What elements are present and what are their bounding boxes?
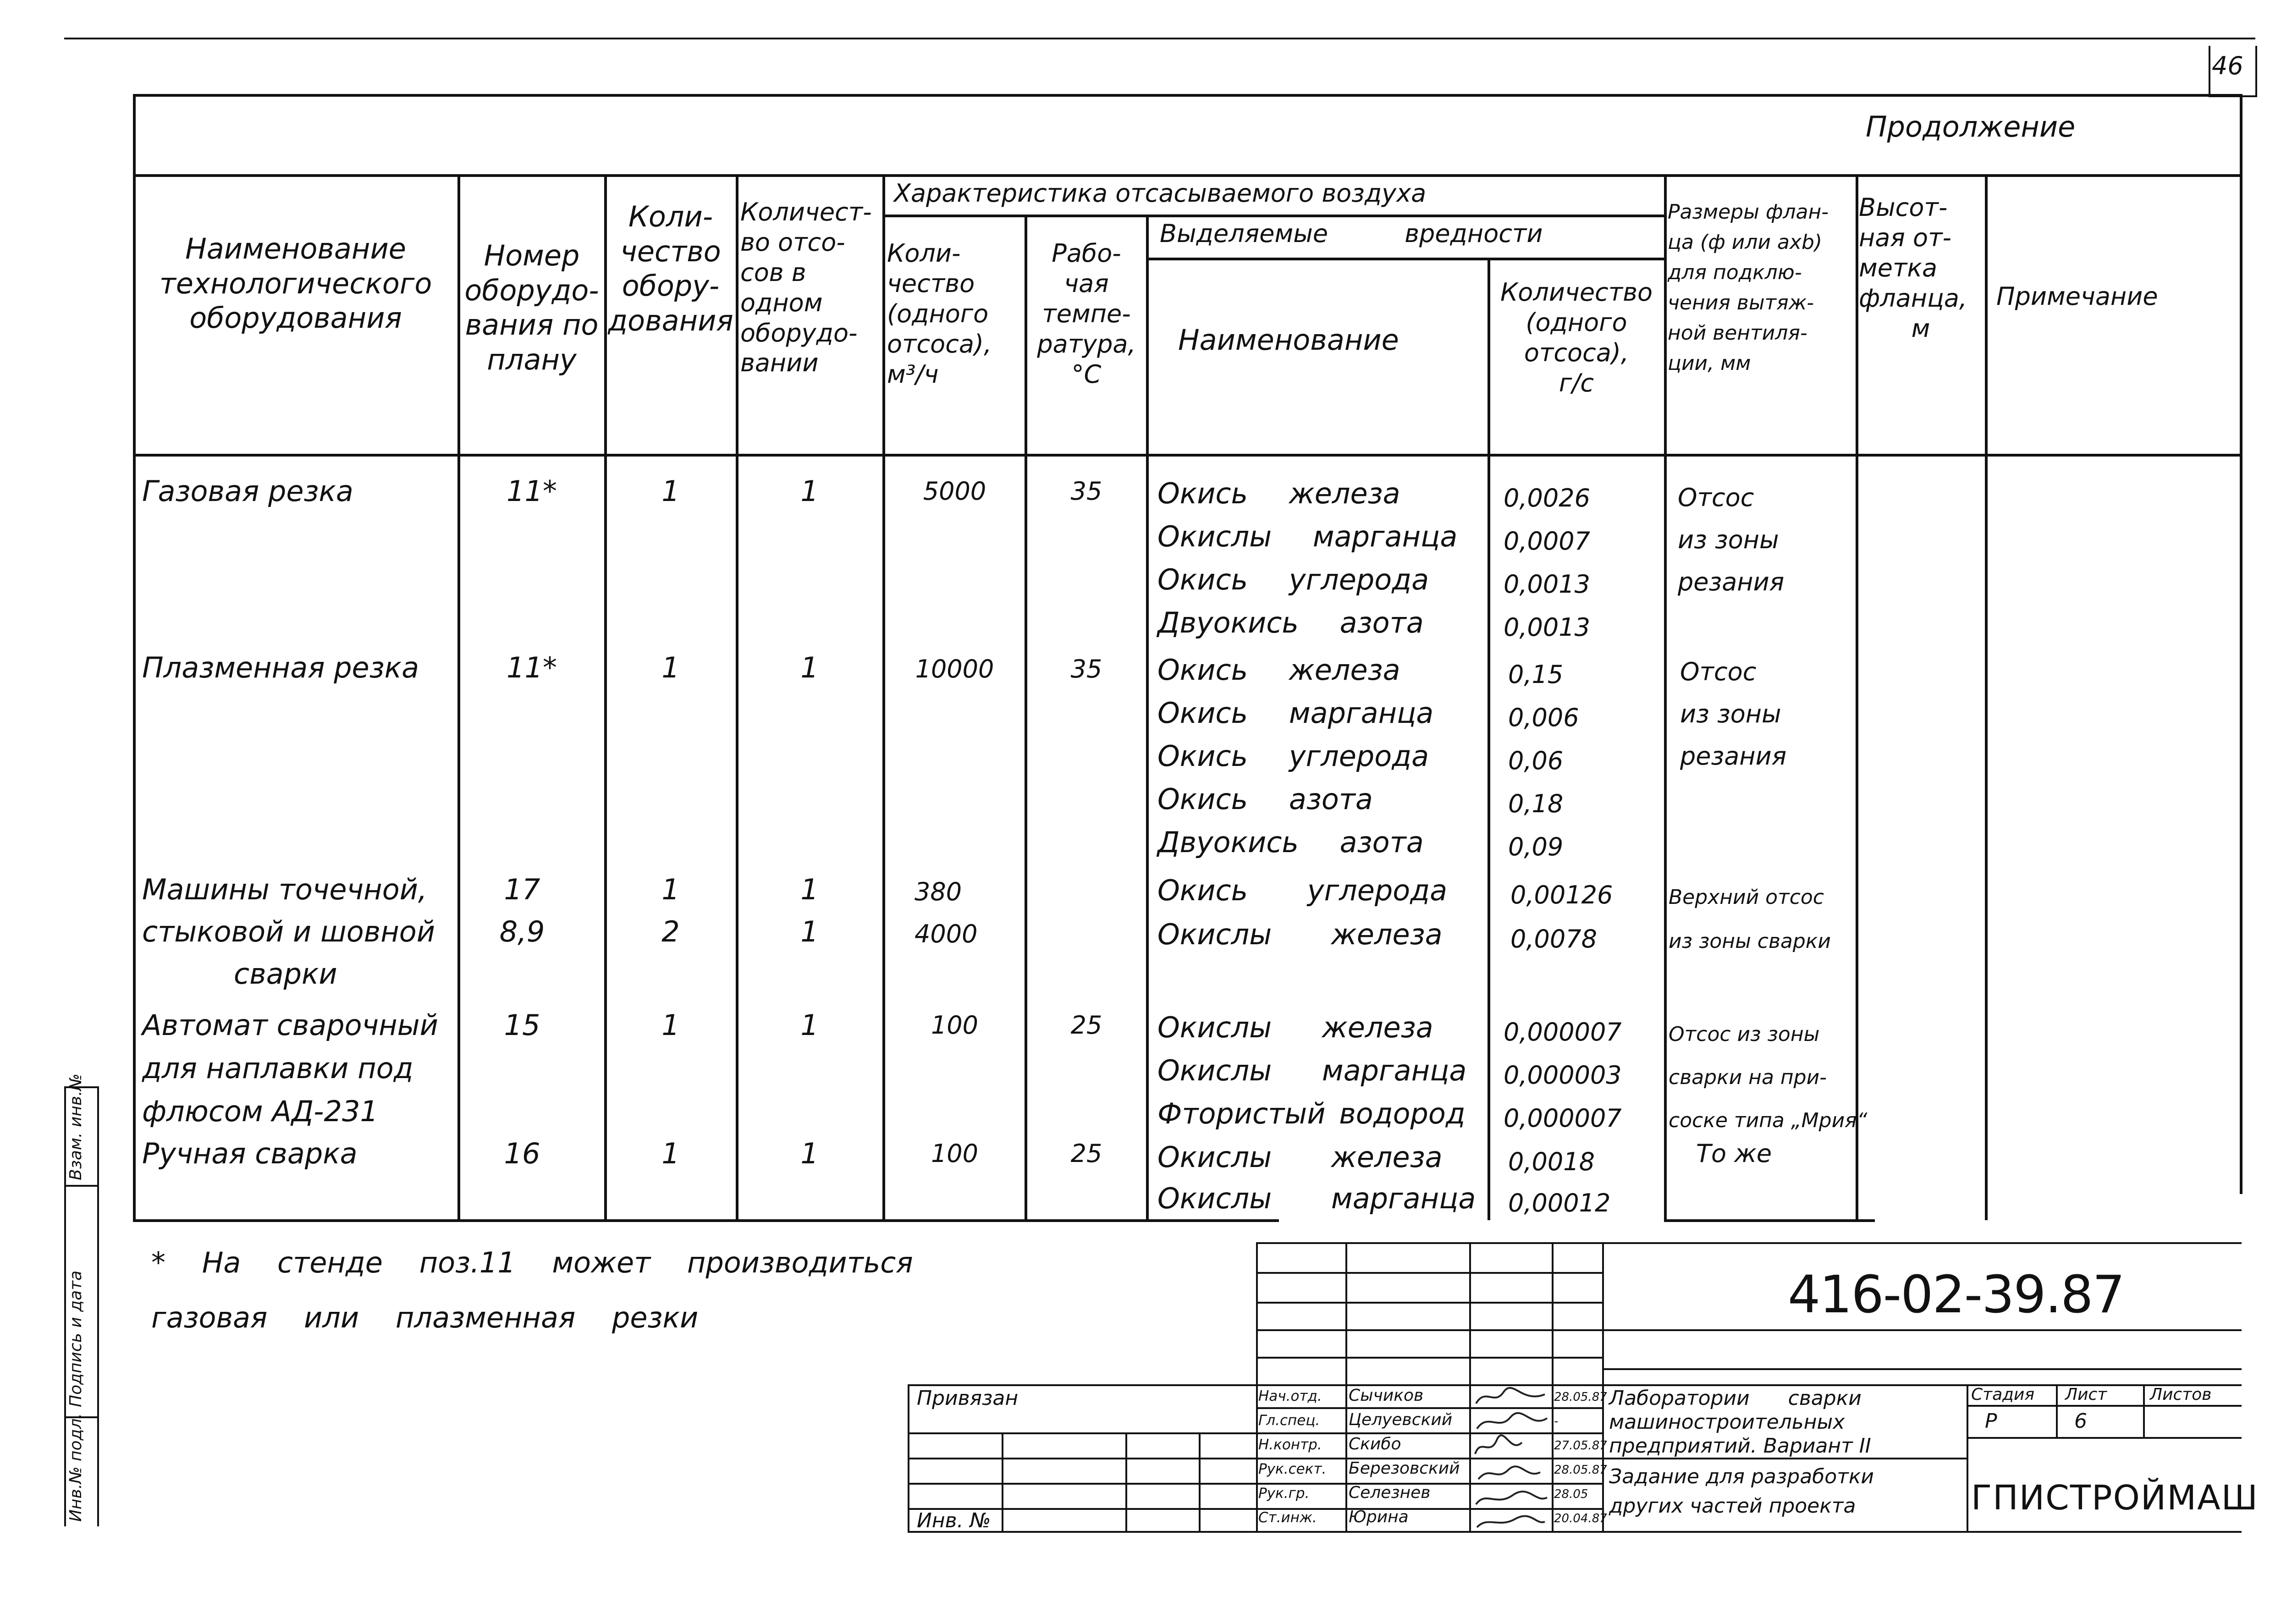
row5-volume: 100 [931,1139,979,1168]
row4-temp: 25 [1070,1011,1102,1040]
row3-qty: 1 2 [661,873,680,948]
row4-name: Автомат сварочный для наплавки под флюсом АД-231 [142,1008,438,1128]
signature-scribbles [1471,1385,1552,1531]
row3-amounts: 0,00126 0,0078 [1510,881,1613,953]
row2-flange: Отсос из зоны резания [1680,657,1787,771]
row2-name: Плазменная резка [142,651,419,684]
row5-qty: 1 [661,1137,680,1170]
row4-volume: 100 [931,1011,979,1040]
row1-flange: Отсос из зоны резания [1678,483,1785,596]
header-air-group: Характеристика отсасываемого воздуха [894,179,1427,208]
header-hazards-group: Выделяемые вредности [1160,219,1543,248]
row3-hazards: Окись углерода Окислы железа [1157,874,1448,951]
row4-flange: Отсос из зоны сварки на при- соске типа „Мрия“ [1669,1023,1868,1132]
header-number: Номер оборудо- вания по плану [464,239,599,376]
signature-names: Сычиков Целуевский Скибо Березовский Селезнев Юрина [1349,1386,1460,1526]
sheet-title: Задание для разработки других частей проекта [1609,1465,1874,1518]
row5-hazards: Окислы железа Окислы марганца [1157,1140,1476,1215]
side-stamp-replacement-inv: Взам. инв.№ [66,1073,85,1180]
row3-name: Машины точечной, стыковой и шовной сварки [142,873,435,991]
row4-amounts: 0,000007 0,000003 0,000007 [1504,1018,1622,1133]
row1-suction: 1 [800,474,819,508]
row5-amounts: 0,0018 0,00012 [1508,1147,1611,1217]
row4-hazards: Окислы железа Окислы марганца Фтористый водород [1157,1011,1467,1130]
row3-volume: 380 4000 [915,877,978,948]
row5-flange: То же [1696,1139,1772,1168]
row1-temp: 35 [1070,477,1102,506]
header-quantity: Коли- чество обору- дования [608,200,733,337]
row2-amounts: 0,15 0,006 0,06 0,18 0,09 [1508,660,1579,861]
row2-qty: 1 [661,651,680,684]
linked-label: Привязан [917,1387,1019,1410]
row1-hazards: Окись железа Окислы марганца Окись углерода Двуокись азота [1157,477,1458,639]
row4-qty: 1 [661,1008,680,1042]
signature-dates: 28.05.87 - 27.05.87 28.05.87 28.05 20.04.87 [1554,1390,1607,1525]
row3-flange: Верхний отсос из зоны сварки [1669,886,1831,953]
row5-suction: 1 [800,1137,819,1170]
organization: ГПИСТРОЙМАШ [1971,1478,2259,1518]
row3-suction: 1 1 [800,873,819,948]
row3-number: 17 8,9 [499,873,545,948]
row4-number: 15 [504,1008,540,1042]
side-stamp-signature-date: Подпись и дата [66,1270,85,1407]
row1-volume: 5000 [923,477,986,506]
sheet-label: Лист [2065,1385,2107,1404]
inv-label: Инв. № [917,1509,991,1532]
footnote: * На стенде поз.11 может производиться газовая или плазменная резки [151,1246,913,1334]
stage-value: Р [1985,1409,1997,1433]
row4-suction: 1 [800,1008,819,1042]
header-name: Наименование технологического оборудования [159,232,432,335]
header-suction-count: Количест- во отсо- сов в одном оборудо- вании [740,198,872,378]
header-temperature: Рабо- чая темпе- ратура, °С [1037,239,1136,389]
header-air-volume: Коли- чество (одного отсоса), м³/ч [887,239,992,389]
row2-number: 11* [507,651,557,684]
side-stamp-inv-original: Инв.№ подл. [66,1413,85,1522]
header-flange-height: Высот- ная от- метка фланца, м [1859,193,1967,343]
page-number: 46 [2212,51,2243,80]
header-flange-size: Размеры флан- ца (ф или axb) для подклю- чения вытяж- ной вентиля- ции, мм [1668,200,1829,375]
project-title: Лаборатории сварки машиностроительных предприятий. Вариант II [1609,1387,1871,1458]
row1-qty: 1 [661,474,680,508]
sheet-value: 6 [2074,1409,2087,1433]
row2-volume: 10000 [915,655,994,683]
row1-name: Газовая резка [142,474,353,508]
row5-number: 16 [504,1137,540,1170]
sheets-label: Листов [2150,1385,2212,1404]
row2-suction: 1 [800,651,819,684]
row1-number: 11* [507,474,557,508]
drawing-number: 416-02-39.87 [1788,1265,2124,1325]
signature-roles: Нач.отд. Гл.спец. Н.контр. Рук.сект. Рук.гр. Ст.инж. [1258,1388,1327,1526]
row1-amounts: 0,0026 0,0007 0,0013 0,0013 [1504,484,1590,642]
row2-hazards: Окись железа Окись марганца Окись углерода Окись азота Двуокись азота [1157,653,1434,859]
row2-temp: 35 [1070,655,1102,683]
continuation-label: Продолжение [1866,110,2076,143]
header-hazard-name: Наименование [1178,323,1399,357]
row5-temp: 25 [1070,1139,1102,1168]
header-hazard-amount: Количество (одного отсоса), г/с [1500,278,1653,397]
row5-name: Ручная сварка [142,1137,358,1170]
header-note: Примечание [1996,282,2158,311]
stage-label: Стадия [1971,1385,2035,1404]
